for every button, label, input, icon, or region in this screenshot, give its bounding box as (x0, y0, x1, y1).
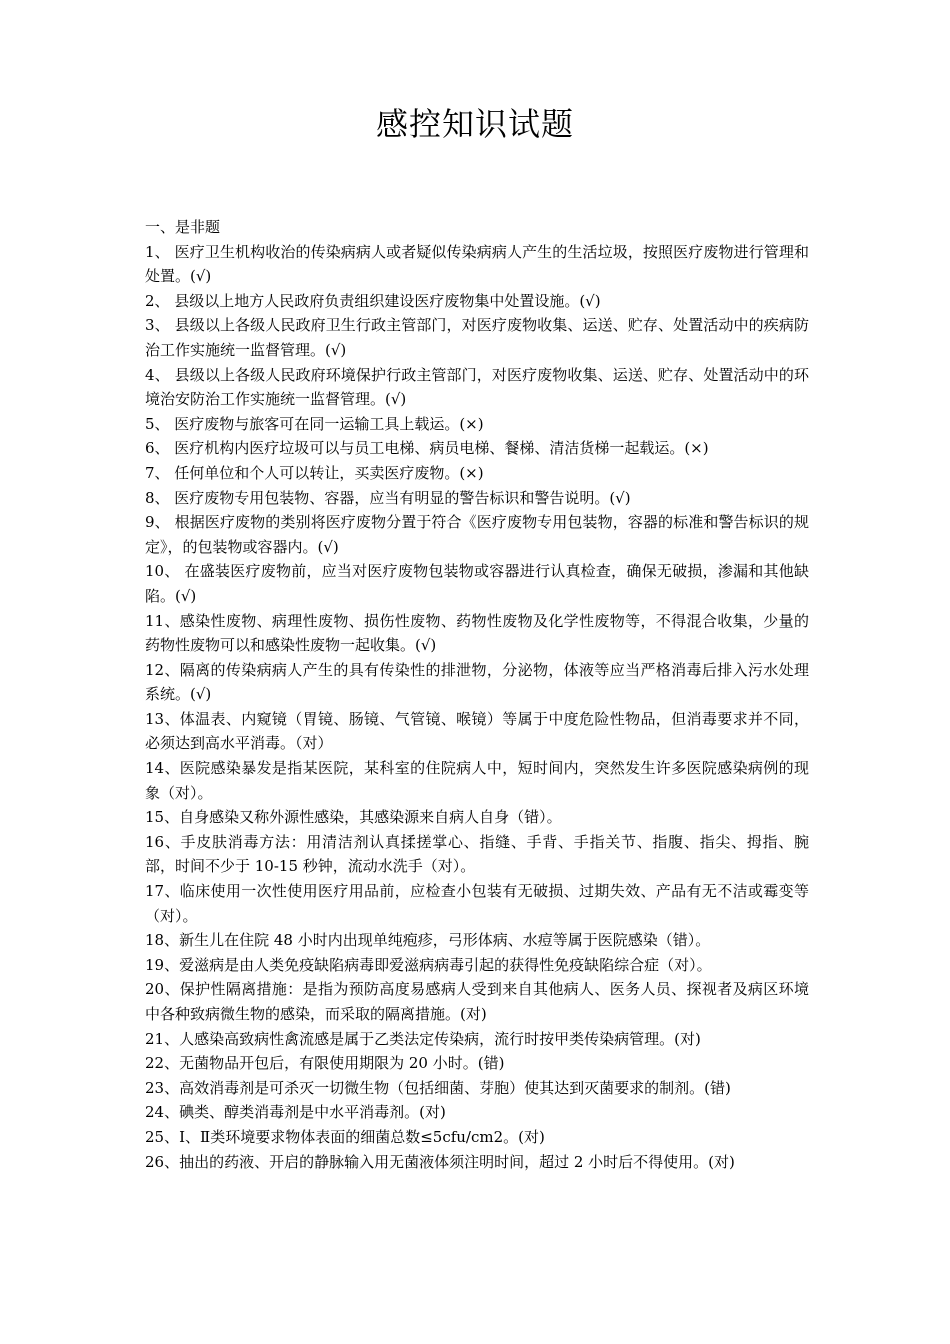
document-title: 感控知识试题 (375, 105, 574, 143)
question-item-1: 1、 医疗卫生机构收治的传染病病人或者疑似传染病病人产生的生活垃圾，按照医疗废物进行管理和处置。(√) (145, 242, 809, 286)
question-item-13: 13、体温表、内窥镜（胃镜、肠镜、气管镜、喉镜）等属于中度危险性物品，但消毒要求并不同，必须达到高水平消毒。（对） (145, 709, 809, 753)
question-item-21: 21、人感染高致病性禽流感是属于乙类法定传染病，流行时按甲类传染病管理。(对) (145, 1029, 701, 1048)
question-item-22: 22、无菌物品开包后，有限使用期限为 20 小时。(错) (145, 1054, 505, 1073)
question-item-16: 16、手皮肤消毒方法：用清洁剂认真揉搓掌心、指缝、手背、手指关节、指腹、指尖、拇指、腕部，时间不少于 10-15 秒钟，流动水洗手（对）。 (145, 832, 809, 876)
question-item-6: 6、 医疗机构内医疗垃圾可以与员工电梯、病员电梯、餐梯、清洁货梯一起载运。(×) (145, 439, 709, 458)
question-item-3: 3、 县级以上各级人民政府卫生行政主管部门，对医疗废物收集、运送、贮存、处置活动中的疾病防治工作实施统一监督管理。(√) (145, 316, 809, 359)
question-item-4: 4、 县级以上各级人民政府环境保护行政主管部门，对医疗废物收集、运送、贮存、处置活动中的环境治安防治工作实施统一监督管理。(√) (145, 365, 809, 409)
question-item-10: 10、 在盛装医疗废物前，应当对医疗废物包装物或容器进行认真检查，确保无破损，渗漏和其他缺陷。(√) (145, 562, 809, 605)
question-item-8: 8、 医疗废物专用包装物、容器，应当有明显的警告标识和警告说明。(√) (145, 488, 631, 507)
question-item-26: 26、抽出的药液、开启的静脉输入用无菌液体须注明时间，超过 2 小时后不得使用。(对) (145, 1152, 735, 1171)
question-item-14: 14、医院感染暴发是指某医院，某科室的住院病人中，短时间内，突然发生许多医院感染病例的现象（对）。 (145, 759, 809, 802)
section-heading: 一、是非题 (145, 218, 221, 236)
question-item-20: 20、保护性隔离措施：是指为预防高度易感病人受到来自其他病人、医务人员、探视者及病区环境中各种致病微生物的感染，而采取的隔离措施。(对) (145, 980, 809, 1023)
question-item-11: 11、感染性废物、病理性废物、损伤性废物、药物性废物及化学性废物等，不得混合收集，少量的药物性废物可以和感染性废物一起收集。(√) (145, 611, 809, 655)
question-item-18: 18、新生儿在住院 48 小时内出现单纯疱疹，弓形体病、水痘等属于医院感染（错）。 (145, 931, 711, 950)
question-item-9: 9、 根据医疗废物的类别将医疗废物分置于符合《医疗废物专用包装物，容器的标准和警告标识的规定》，的包装物或容器内。(√) (145, 513, 809, 556)
question-item-5: 5、 医疗废物与旅客可在同一运输工具上载运。(×) (145, 414, 484, 433)
question-item-15: 15、自身感染又称外源性感染，其感染源来自病人自身（错）。 (145, 808, 562, 827)
question-item-24: 24、碘类、醇类消毒剂是中水平消毒剂。(对) (145, 1103, 446, 1122)
question-item-25: 25、Ⅰ、Ⅱ类环境要求物体表面的细菌总数≤5cfu/cm2。(对) (145, 1127, 545, 1146)
question-item-12: 12、隔离的传染病病人产生的具有传染性的排泄物，分泌物，体液等应当严格消毒后排入污水处理系统。(√) (145, 660, 809, 704)
question-item-19: 19、爱滋病是由人类免疫缺陷病毒即爱滋病病毒引起的获得性免疫缺陷综合症（对）。 (145, 955, 712, 974)
question-item-2: 2、 县级以上地方人民政府负责组织建设医疗废物集中处置设施。(√) (145, 291, 601, 310)
question-item-17: 17、临床使用一次性使用医疗用品前，应检查小包装有无破损、过期失效、产品有无不洁或霉变等（对）。 (145, 882, 809, 925)
question-item-7: 7、 任何单位和个人可以转让，买卖医疗废物。(×) (145, 463, 484, 482)
question-section (145, 215, 809, 1174)
question-item-23: 23、高效消毒剂是可杀灭一切微生物（包括细菌、芽胞）使其达到灭菌要求的制剂。(错) (145, 1078, 731, 1097)
